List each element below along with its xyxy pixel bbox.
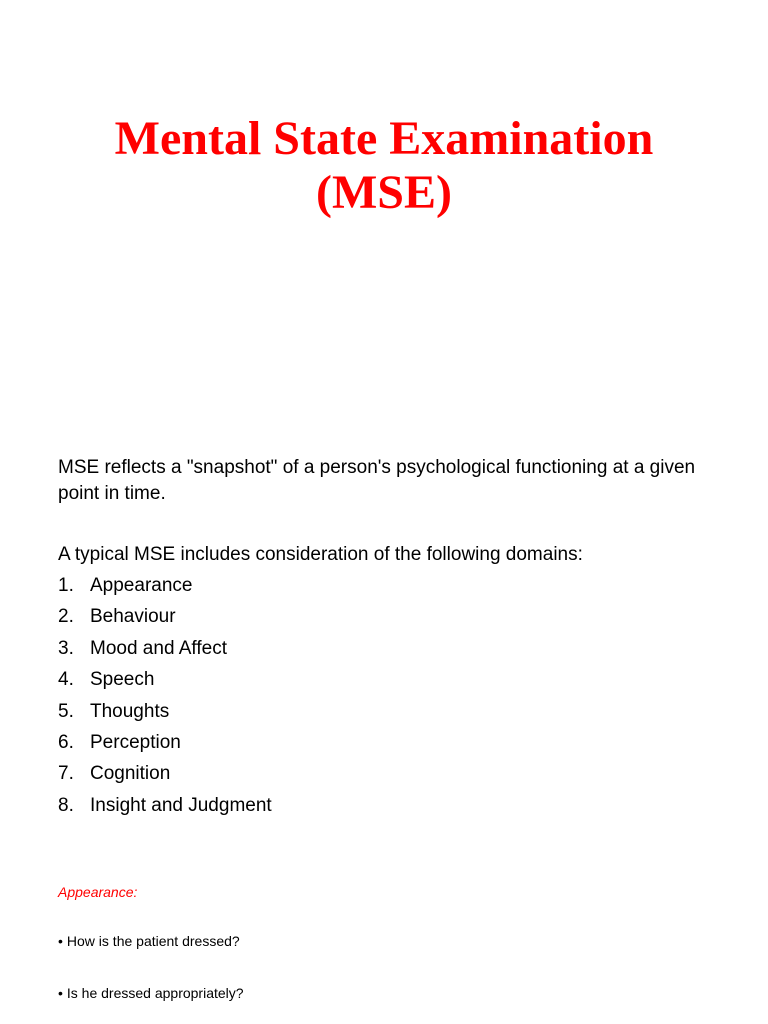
list-item-number: 6. [58, 731, 74, 753]
list-item [58, 635, 272, 666]
list-item [58, 603, 272, 634]
list-item-label: Mood and Affect [90, 637, 227, 659]
list-item-number: 1. [58, 575, 74, 596]
intro-paragraph: MSE reflects a "snapshot" of a person's psychological functioning at a given point in time. [58, 457, 696, 504]
title-line-1: Mental State Examination [114, 112, 654, 165]
list-item-number: 7. [58, 763, 74, 785]
page-title [0, 112, 768, 220]
list-item-label: Insight and Judgment [90, 794, 272, 816]
list-item-number: 3. [58, 637, 74, 659]
bullet-icon: • [58, 933, 63, 949]
list-item-number: 5. [58, 700, 74, 722]
list-item-label: Cognition [90, 763, 171, 785]
question-text: Is he dressed appropriately? [66, 985, 244, 1001]
question-item [58, 985, 244, 1001]
list-item [58, 729, 272, 760]
list-item [58, 698, 272, 729]
list-item-number: 4. [58, 669, 74, 691]
list-item [58, 666, 272, 697]
question-item [58, 933, 240, 949]
list-item [58, 792, 272, 823]
list-item-label: Perception [90, 731, 181, 753]
list-item [58, 572, 272, 603]
title-line-2: (MSE) [316, 166, 452, 219]
list-item-label: Thoughts [90, 700, 170, 722]
appearance-heading: Appearance: [58, 884, 138, 900]
list-item-label: Speech [90, 669, 155, 691]
domains-list [58, 572, 272, 823]
domains-lead-paragraph: A typical MSE includes consideration of the following domains: [58, 544, 583, 565]
list-item-label: Appearance [90, 575, 193, 596]
question-text: How is the patient dressed? [66, 933, 240, 949]
list-item-number: 2. [58, 606, 74, 628]
list-item-number: 8. [58, 794, 74, 816]
list-item [58, 760, 272, 791]
list-item-label: Behaviour [90, 606, 176, 628]
bullet-icon: • [58, 985, 63, 1001]
